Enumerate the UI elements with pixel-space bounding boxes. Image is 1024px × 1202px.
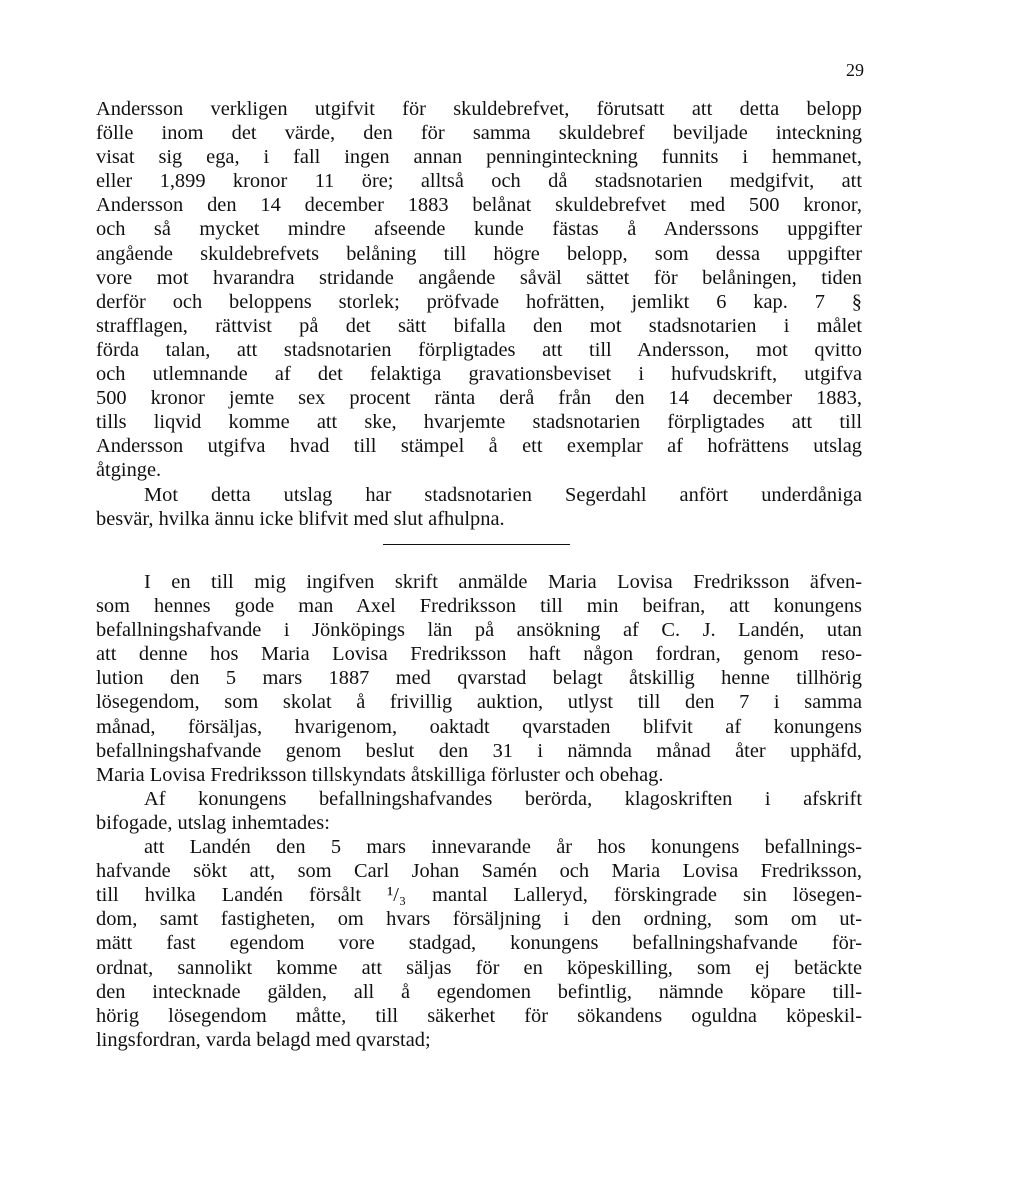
text-line: den intecknade gälden, all å egendomen befintlig, nämnde köpare till- [96,980,862,1003]
text-line: vore mot hvarandra stridande angående såväl sättet för belåningen, tiden [96,266,862,289]
text-line: Maria Lovisa Fredriksson tillskyndats åtskilliga förluster och obehag. [96,763,664,786]
text-line: åtginge. [96,459,162,482]
text-line: derför och beloppens storlek; pröfvade hofrätten, jemlikt 6 kap. 7 § [96,290,862,313]
text-line: Andersson den 14 december 1883 belånat skuldebrefvet med 500 kronor, [96,194,862,217]
text-line: som hennes gode man Axel Fredriksson till min beifran, att konungens [96,595,862,618]
text-line: eller 1,899 kronor 11 öre; alltså och då stadsnotarien medgifvit, att [96,170,862,193]
text-line: besvär, hvilka ännu icke blifvit med slut afhulpna. [96,507,505,530]
text-line: befallningshafvande i Jönköpings län på ansökning af C. J. Landén, utan [96,619,862,642]
text-line: lution den 5 mars 1887 med qvarstad belagt åtskillig henne tillhörig [96,667,862,690]
text-line: lösegendom, som skolat å frivillig auktion, utlyst till den 7 i samma [96,691,862,714]
text-line: Andersson utgifva hvad till stämpel å ett exemplar af hofrättens utslag [96,435,862,458]
text-line: dom, samt fastigheten, om hvars försäljning i den ordning, som om ut- [96,908,862,931]
text-line: och så mycket mindre afseende kunde fästas å Anderssons uppgifter [96,218,862,241]
text-line: Mot detta utslag har stadsnotarien Segerdahl anfört underdåniga [144,483,862,506]
text-line: förda talan, att stadsnotarien förpligtades att till Andersson, mot qvitto [96,338,862,361]
text-line: tills liqvid komme att ske, hvarjemte stadsnotarien förpligtades att till [96,411,862,434]
paragraph-block-1 [96,97,862,531]
paragraph-block-2 [96,570,862,1052]
text-line: angående skuldebrefvets belåning till högre belopp, som dessa uppgifter [96,242,862,265]
text-line: lingsfordran, varda belagd med qvarstad; [96,1028,431,1051]
text-line: mätt fast egendom vore stadgad, konungens befallningshafvande för- [96,932,862,955]
page-number: 29 [846,60,864,80]
text-line: Andersson verkligen utgifvit för skuldebrefvet, förutsatt att detta belopp [96,98,862,120]
text-line: befallningshafvande genom beslut den 31 i nämnda månad åter upphäfd, [96,739,862,762]
section-divider [383,544,570,545]
text-line: ordnat, sannolikt komme att säljas för en köpeskilling, som ej betäckte [96,956,862,979]
text-line: att denne hos Maria Lovisa Fredriksson haft någon fordran, genom reso- [96,643,862,666]
text-line: hörig lösegendom måtte, till säkerhet för sökandens oguldna köpeskil- [96,1004,862,1027]
text-line: och utlemnande af det felaktiga gravationsbeviset i hufvudskrift, utgifva [96,363,862,386]
text-line: Af konungens befallningshafvandes berörda, klagoskriften i afskrift [144,787,862,810]
text-line: bifogade, utslag inhemtades: [96,811,330,834]
text-line: visat sig ega, i fall ingen annan penninginteckning funnits i hemmanet, [96,146,862,169]
text-line: hafvande sökt att, som Carl Johan Samén och Maria Lovisa Fredriksson, [96,860,862,883]
text-line: 500 kronor jemte sex procent ränta derå från den 14 december 1883, [96,387,862,410]
text-line: fölle inom det värde, den för samma skuldebref beviljade inteckning [96,122,862,145]
text-line: månad, försäljas, hvarigenom, oaktadt qvarstaden blifvit af konungens [96,715,862,738]
text-line: att Landén den 5 mars innevarande år hos konungens befallnings- [144,836,862,859]
text-line: strafflagen, rättvist på det sätt bifalla den mot stadsnotarien i målet [96,314,862,337]
text-line: till hvilka Landén försålt ¹/₃ mantal Lalleryd, förskingrade sin lösegen- [96,884,862,907]
text-line: I en till mig ingifven skrift anmälde Maria Lovisa Fredriksson äfven- [144,571,862,593]
